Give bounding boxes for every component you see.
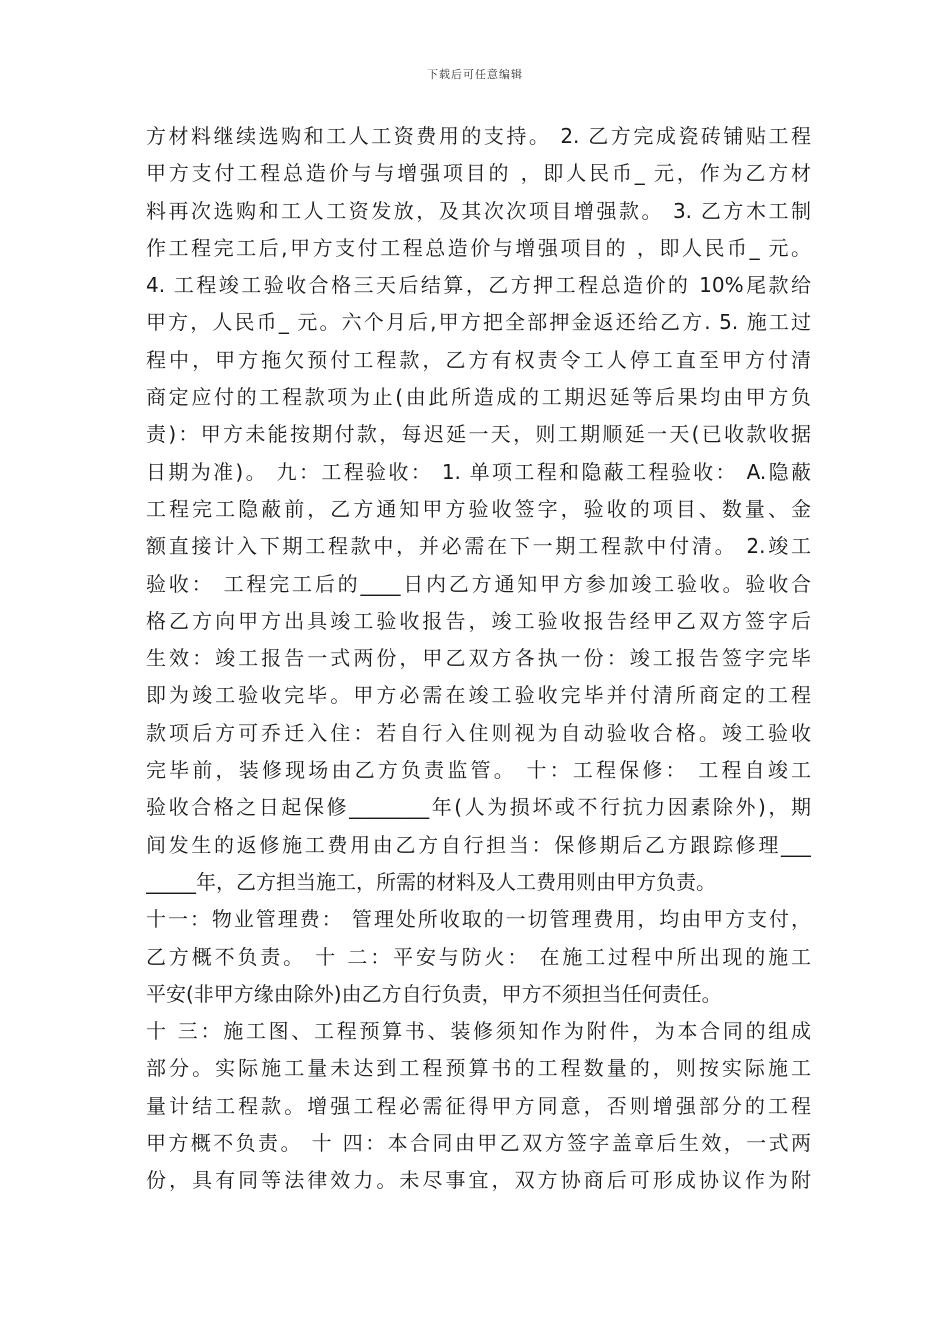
text-line: 格乙方向甲方出具竣工验收报告，竣工验收报告经甲乙双方签字后 <box>146 608 811 633</box>
text-line: 程中，甲方拖欠预付工程款，乙方有权责令工人停工直至甲方付清 <box>146 347 811 372</box>
text-line: 十一：物业管理费： 管理处所收取的一切管理费用，均由甲方支付， <box>146 907 811 932</box>
text-line: 验收合格之日起保修________年(人为损坏或不行抗力因素除外)，期 <box>146 795 811 820</box>
text-line: _____年，乙方担当施工，所需的材料及人工费用则由甲方负责。 <box>146 869 716 894</box>
text-line: 商定应付的工程款项为止(由此所造成的工期迟延等后果均由甲方负 <box>146 385 811 410</box>
contract-body <box>146 118 811 1200</box>
text-line: 份，具有同等法律效力。未尽事宜，双方协商后可形成协议作为附 <box>146 1168 811 1193</box>
text-line: 乙方概不负责。 十 二：平安与防火： 在施工过程中所出现的施工 <box>146 944 811 969</box>
text-line: 日期为准)。 九：工程验收： 1. 单项工程和隐蔽工程验收： A.隐蔽 <box>146 459 811 484</box>
page-header: 下载后可任意编辑 <box>427 68 523 81</box>
text-line: 4. 工程竣工验收合格三天后结算，乙方押工程总造价的 10%尾款给 <box>146 273 811 298</box>
text-line: 额直接计入下期工程款中，并必需在下一期工程款中付清。 2.竣工 <box>146 534 811 559</box>
text-line: 十 三：施工图、工程预算书、装修须知作为附件，为本合同的组成 <box>146 1019 811 1044</box>
text-line: 完毕前，装修现场由乙方负责监管。 十：工程保修： 工程自竣工 <box>146 758 811 783</box>
text-line: 生效：竣工报告一式两份，甲乙双方各执一份：竣工报告签字完毕 <box>146 646 811 671</box>
text-line: 即为竣工验收完毕。甲方必需在竣工验收完毕并付清所商定的工程 <box>146 683 811 708</box>
text-line: 平安(非甲方缘由除外)由乙方自行负责，甲方不须担当任何责任。 <box>146 981 722 1006</box>
text-line: 甲方概不负责。 十 四：本合同由甲乙双方签字盖章后生效，一式两 <box>146 1131 811 1156</box>
text-line: 款项后方可乔迁入住：若自行入住则视为自动验收合格。竣工验收 <box>146 720 811 745</box>
text-line: 作工程完工后,甲方支付工程总造价与增强项目的 ，即人民币_ 元。 <box>146 235 811 260</box>
text-line: 验收： 工程完工后的____日内乙方通知甲方参加竣工验收。验收合 <box>146 571 811 596</box>
text-line: 量计结工程款。增强工程必需征得甲方同意，否则增强部分的工程 <box>146 1093 811 1118</box>
text-line: 甲方支付工程总造价与与增强项目的 ，即人民币_ 元，作为乙方材 <box>146 161 811 186</box>
text-line: 方材料继续选购和工人工资费用的支持。 2. 乙方完成瓷砖铺贴工程 <box>146 124 811 148</box>
text-line: 工程完工隐蔽前，乙方通知甲方验收签字，验收的项目、数量、金 <box>146 496 811 521</box>
text-line: 间发生的返修施工费用由乙方自行担当：保修期后乙方跟踪修理___ <box>146 832 811 857</box>
text-line: 甲方，人民币_ 元。六个月后,甲方把全部押金返还给乙方. 5. 施工过 <box>146 310 811 335</box>
text-line: 责)：甲方未能按期付款，每迟延一天，则工期顺延一天(已收款收据 <box>146 422 811 447</box>
text-line: 料再次选购和工人工资发放，及其次次项目增强款。 3. 乙方木工制 <box>146 198 811 223</box>
text-line: 部分。实际施工量未达到工程预算书的工程数量的，则按实际施工 <box>146 1056 811 1081</box>
